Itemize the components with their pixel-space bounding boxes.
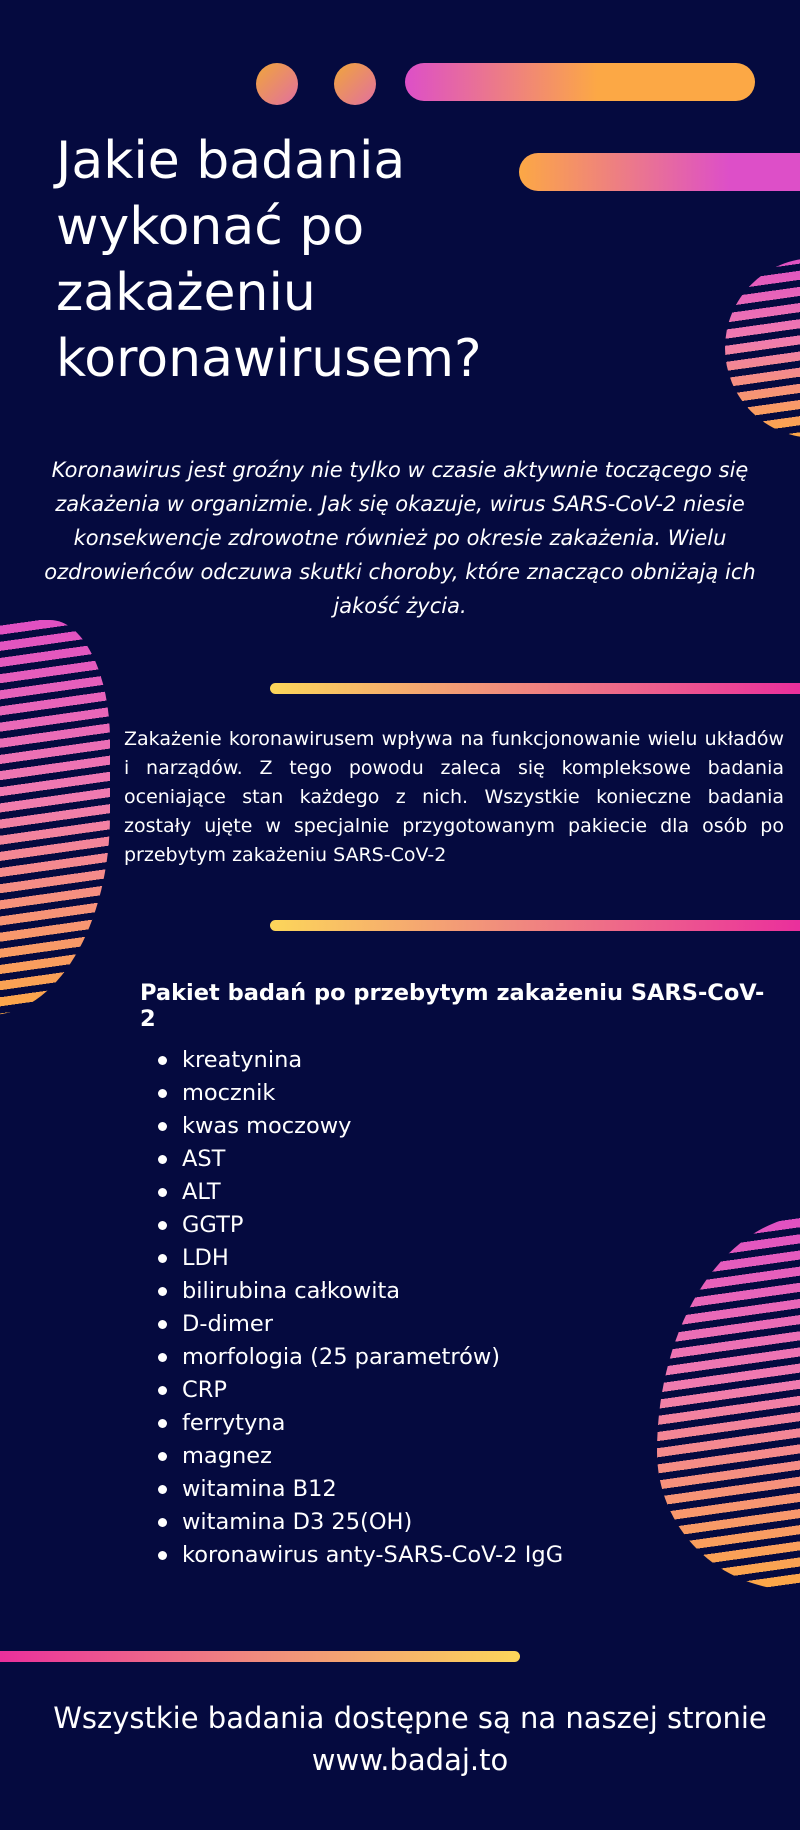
- description-paragraph: Zakażenie koronawirusem wpływa na funkcjonowanie wielu układów i narządów. Z tego powodu zaleca się kompleksowe badania oceniające stan każdego z nich. Wszystkie konieczne badania zostały ujęte w specjalnie przygotowanym pakiecie dla osób po przebytym zakażeniu SARS-CoV-2: [124, 728, 784, 866]
- list-item: ferrytyna: [182, 1407, 563, 1440]
- decorative-striped-blob: [657, 1215, 800, 1590]
- list-item: witamina D3 25(OH): [182, 1506, 563, 1539]
- footer-line: Wszystkie badania dostępne są na naszej stronie: [53, 1701, 767, 1735]
- divider-line: [270, 683, 800, 694]
- list-item: LDH: [182, 1242, 563, 1275]
- list-item: GGTP: [182, 1209, 563, 1242]
- list-item: kreatynina: [182, 1044, 563, 1077]
- divider-line: [0, 1651, 520, 1662]
- divider-line: [270, 920, 800, 931]
- tests-list: [182, 1044, 563, 1572]
- list-item: bilirubina całkowita: [182, 1275, 563, 1308]
- footer-text: [40, 1697, 780, 1781]
- list-item: CRP: [182, 1374, 563, 1407]
- website-link[interactable]: www.badaj.to: [311, 1743, 509, 1777]
- list-item: morfologia (25 parametrów): [182, 1341, 563, 1374]
- decorative-dot: [256, 63, 298, 105]
- decorative-striped-blob: [0, 620, 110, 1015]
- decorative-dot: [334, 63, 376, 105]
- list-item: AST: [182, 1143, 563, 1176]
- list-item: D-dimer: [182, 1308, 563, 1341]
- decorative-pill: [519, 153, 800, 191]
- page-title: Jakie badania wykonać po zakażeniu koronawirusem?: [56, 131, 482, 389]
- list-item: ALT: [182, 1176, 563, 1209]
- decorative-striped-blob: [725, 258, 800, 438]
- list-item: magnez: [182, 1440, 563, 1473]
- list-item: koronawirus anty-SARS-CoV-2 IgG: [182, 1539, 563, 1572]
- package-title: Pakiet badań po przebytym zakażeniu SARS-CoV-2: [140, 980, 765, 1032]
- intro-text: Koronawirus jest groźny nie tylko w czasie aktywnie toczącego się zakażenia w organizmie. Jak się okazuje, wirus SARS-CoV-2 niesie konsekwencje zdrowotne również po okresie zakażenia. Wielu ozdrowieńców odczuwa skutki choroby, które znacząco obniżają ich jakość życia.: [44, 458, 756, 618]
- decorative-pill: [405, 63, 755, 101]
- list-item: kwas moczowy: [182, 1110, 563, 1143]
- list-item: witamina B12: [182, 1473, 563, 1506]
- list-item: mocznik: [182, 1077, 563, 1110]
